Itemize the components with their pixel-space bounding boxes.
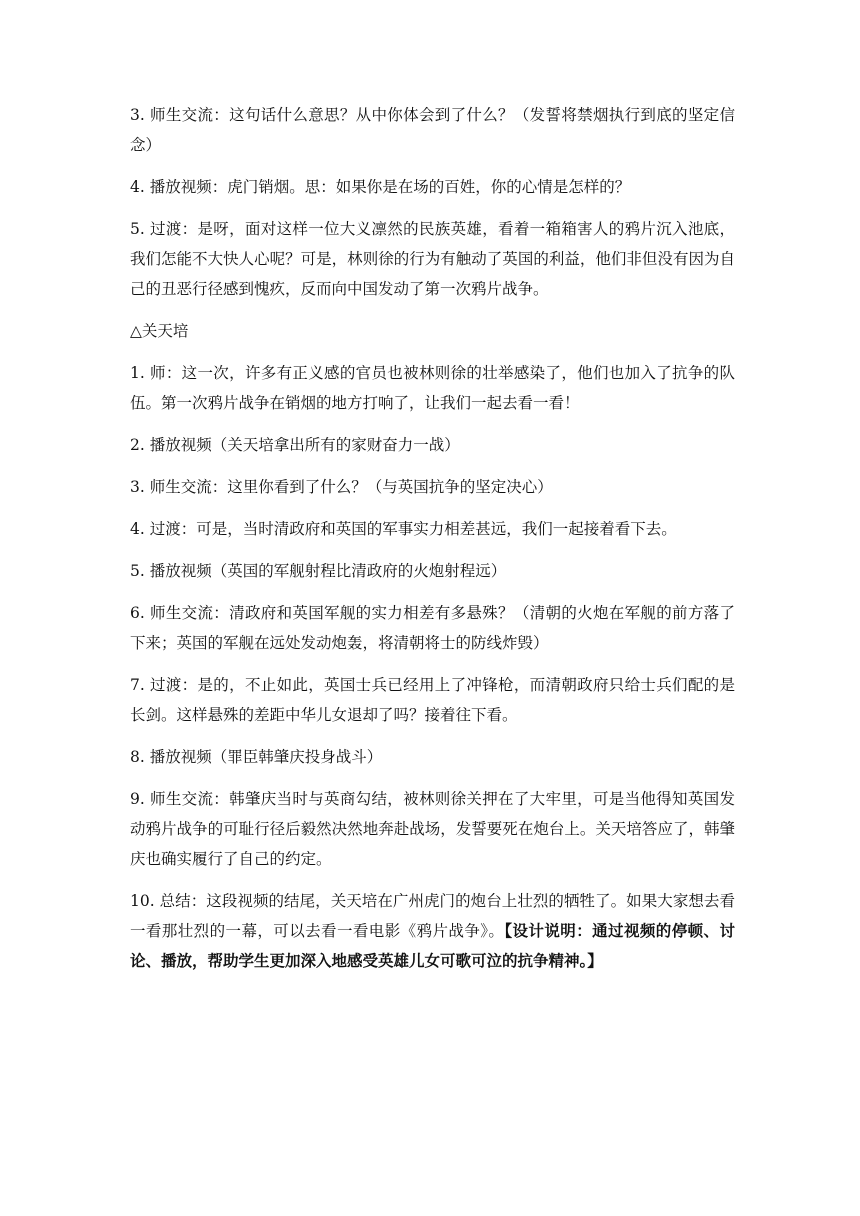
design-note: 【设计说明：通过视频的停顿、讨论、播放，帮助学生更加深入地感受英雄儿女可歌可泣的抗争精神。】 — [130, 921, 735, 970]
summary-text: 10. 总结：这段视频的结尾，关天培在广州虎门的炮台上壮烈的牺牲了。如果大家想去看一看那壮烈的一幕，可以去看一看电影《鸦片战争》。 — [130, 892, 735, 940]
paragraph-2-play-video: 2. 播放视频（关天培拿出所有的家财奋力一战） — [130, 436, 460, 454]
document-page — [130, 100, 735, 976]
paragraph-5-play-video: 5. 播放视频（英国的军舰射程比清政府的火炮射程远） — [130, 562, 507, 580]
paragraph-4-transition: 4. 过渡：可是，当时清政府和英国的军事实力相差甚远，我们一起接着看下去。 — [130, 520, 677, 538]
paragraph-8-play-video: 8. 播放视频（罪臣韩肇庆投身战斗） — [130, 748, 383, 766]
paragraph-1-teacher: 1. 师：这一次，许多有正义感的官员也被林则徐的壮举感染了，他们也加入了抗争的队伍。第一次鸦片战争在销烟的地方打响了，让我们一起去看一看！ — [130, 364, 735, 412]
paragraph-4-play-video: 4. 播放视频：虎门销烟。思：如果你是在场的百姓，你的心情是怎样的？ — [130, 178, 631, 196]
paragraph-9-exchange: 9. 师生交流：韩肇庆当时与英商勾结，被林则徐关押在了大牢里，可是当他得知英国发动鸦片战争的可耻行径后毅然决然地奔赴战场，发誓要死在炮台上。关天培答应了，韩肇庆也确实履行了自己的约定。 — [130, 790, 735, 868]
paragraph-3-teacher-student-exchange: 3. 师生交流：这句话什么意思？从中你体会到了什么？（发誓将禁烟执行到底的坚定信念） — [130, 106, 735, 154]
paragraph-5-transition: 5. 过渡：是呀，面对这样一位大义凛然的民族英雄，看着一箱箱害人的鸦片沉入池底，我们怎能不大快人心呢？可是，林则徐的行为有触动了英国的利益，他们非但没有因为自己的丑恶行径感到愧疚，反而向中国发动了第一次鸦片战争。 — [130, 220, 735, 298]
paragraph-10-summary — [130, 886, 735, 976]
paragraph-6-exchange: 6. 师生交流：清政府和英国军舰的实力相差有多悬殊？（清朝的火炮在军舰的前方落了下来；英国的军舰在远处发动炮轰，将清朝将士的防线炸毁） — [130, 604, 735, 652]
paragraph-3-exchange: 3. 师生交流：这里你看到了什么？（与英国抗争的坚定决心） — [130, 478, 553, 496]
section-heading-guan-tianpei: △关天培 — [130, 322, 189, 340]
paragraph-7-transition: 7. 过渡：是的，不止如此，英国士兵已经用上了冲锋枪，而清朝政府只给士兵们配的是长剑。这样悬殊的差距中华儿女退却了吗？接着往下看。 — [130, 676, 735, 724]
